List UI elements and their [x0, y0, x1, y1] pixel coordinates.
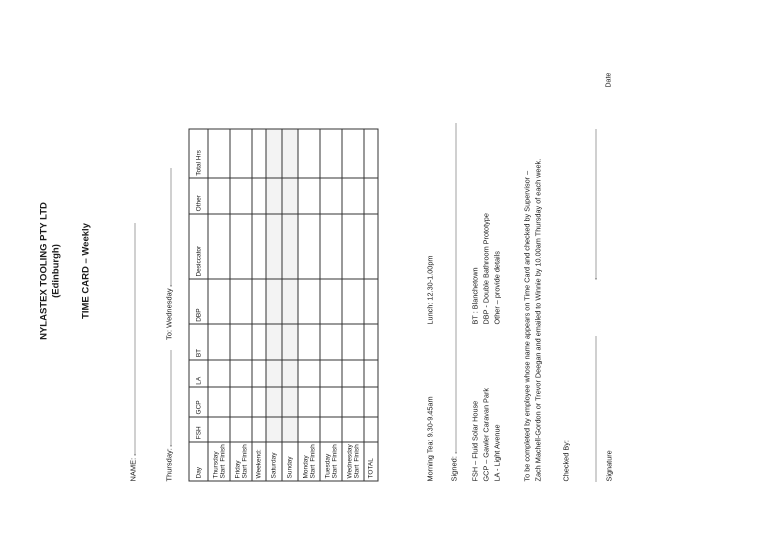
- lunch: Lunch: 12.30-1.00pm: [425, 255, 435, 325]
- row-monday: [298, 129, 320, 481]
- total-cell[interactable]: [282, 129, 298, 178]
- hours-cell[interactable]: [208, 279, 230, 324]
- total-cell[interactable]: [230, 129, 252, 178]
- col-gcp: GCP: [189, 387, 208, 417]
- hours-cell[interactable]: [208, 360, 230, 388]
- to-blank[interactable]: [171, 168, 172, 286]
- day-cell: Monday Start Finish: [298, 442, 320, 481]
- name-blank[interactable]: [135, 224, 136, 456]
- hours-cell[interactable]: [342, 324, 364, 359]
- total-cell[interactable]: [298, 129, 320, 178]
- hours-cell[interactable]: [320, 387, 342, 417]
- hours-cell[interactable]: [298, 360, 320, 388]
- hours-cell[interactable]: [364, 214, 378, 279]
- row-thursday: [208, 129, 230, 481]
- hours-cell[interactable]: [298, 324, 320, 359]
- hours-cell[interactable]: [230, 324, 252, 359]
- hours-cell[interactable]: [266, 417, 282, 442]
- company-name: NYLASTEX TOOLING PTY LTD: [38, 202, 50, 340]
- name-label: NAME:: [128, 457, 138, 482]
- day-cell: TOTAL: [364, 442, 378, 481]
- hours-cell[interactable]: [298, 417, 320, 442]
- from-label: Thursday:: [164, 448, 174, 482]
- hours-cell[interactable]: [364, 178, 378, 214]
- hours-cell[interactable]: [282, 387, 298, 417]
- hours-cell[interactable]: [342, 360, 364, 388]
- hours-cell[interactable]: [230, 417, 252, 442]
- card-title: TIME CARD – Weekly: [80, 223, 92, 319]
- total-cell[interactable]: [364, 129, 378, 178]
- day-cell: Weekend:: [252, 442, 266, 481]
- hours-cell[interactable]: [230, 360, 252, 388]
- day-cell: Friday Start Finish: [230, 442, 252, 481]
- signed-label: Signed:: [449, 456, 459, 482]
- hours-cell[interactable]: [266, 178, 282, 214]
- hours-cell[interactable]: [320, 214, 342, 279]
- hours-cell[interactable]: [342, 279, 364, 324]
- hours-cell[interactable]: [320, 178, 342, 214]
- hours-cell[interactable]: [282, 214, 298, 279]
- signature-label: Signature: [604, 450, 614, 482]
- name-field[interactable]: [129, 224, 138, 482]
- hours-cell[interactable]: [266, 279, 282, 324]
- col-other: Other: [189, 178, 208, 214]
- hours-cell[interactable]: [364, 387, 378, 417]
- hours-cell[interactable]: [230, 279, 252, 324]
- total-cell[interactable]: [208, 129, 230, 178]
- timesheet-table: [189, 129, 379, 482]
- col-desiccator: Desiccator: [189, 214, 208, 279]
- row-weekend: [252, 129, 266, 481]
- row-sunday: [282, 129, 298, 481]
- hours-cell[interactable]: [252, 214, 266, 279]
- hours-cell[interactable]: [208, 387, 230, 417]
- hours-cell[interactable]: [298, 279, 320, 324]
- signed-blank[interactable]: [456, 124, 457, 454]
- hours-cell[interactable]: [282, 417, 298, 442]
- hours-cell[interactable]: [320, 417, 342, 442]
- day-cell: Tuesday Start Finish: [320, 442, 342, 481]
- table-header-row: [189, 129, 208, 481]
- hours-cell[interactable]: [230, 178, 252, 214]
- total-cell[interactable]: [252, 129, 266, 178]
- signature-blank[interactable]: [596, 337, 597, 482]
- hours-cell[interactable]: [320, 360, 342, 388]
- signed-field[interactable]: [450, 124, 459, 482]
- hours-cell[interactable]: [230, 214, 252, 279]
- hours-cell[interactable]: [282, 324, 298, 359]
- col-bt: BT: [189, 324, 208, 359]
- row-wednesday: [342, 129, 364, 481]
- instructions: To be completed by employee whose name appears on Time Card and checked by Supervisor – Zach Machell-Gordon or Trevor Deegan and emailed to Winnie by 10.00am Thursday of each week.: [522, 158, 543, 482]
- hours-cell[interactable]: [252, 324, 266, 359]
- hours-cell[interactable]: [252, 178, 266, 214]
- hours-cell[interactable]: [364, 417, 378, 442]
- day-cell: Saturday: [266, 442, 282, 481]
- col-dbp: DBP: [189, 279, 208, 324]
- row-saturday: [266, 129, 282, 481]
- to-label: To: Wednesday: [164, 288, 174, 340]
- morning-tea: Morning Tea: 9.30-9.45am: [425, 396, 435, 482]
- total-cell[interactable]: [320, 129, 342, 178]
- hours-cell[interactable]: [266, 324, 282, 359]
- col-fsh: FSH: [189, 417, 208, 442]
- hours-cell[interactable]: [342, 178, 364, 214]
- date-label: Date: [605, 72, 613, 88]
- company-heading: [39, 0, 63, 543]
- hours-cell[interactable]: [230, 387, 252, 417]
- hours-cell[interactable]: [208, 214, 230, 279]
- legend-left: FSH – Fluid Solar House GCP – Gawler Caravan Park LA - Light Avenue: [470, 387, 502, 482]
- hours-cell[interactable]: [364, 279, 378, 324]
- date-blank[interactable]: [596, 129, 597, 279]
- hours-cell[interactable]: [252, 387, 266, 417]
- legend-right: BT : Blanchetown DBP - Double Bathroom Prototype Other – provide details: [470, 213, 502, 325]
- hours-cell[interactable]: [282, 279, 298, 324]
- hours-cell[interactable]: [342, 214, 364, 279]
- time-card-page: [1, 0, 768, 543]
- hours-cell[interactable]: [298, 387, 320, 417]
- day-cell: Wednesday Start Finish: [342, 442, 364, 481]
- hours-cell[interactable]: [266, 387, 282, 417]
- hours-cell[interactable]: [364, 360, 378, 388]
- hours-cell[interactable]: [208, 417, 230, 442]
- signature-line[interactable]: [590, 129, 599, 481]
- hours-cell[interactable]: [252, 360, 266, 388]
- checked-by-label: Checked By:: [561, 440, 571, 482]
- hours-cell[interactable]: [364, 324, 378, 359]
- day-cell: Sunday: [282, 442, 298, 481]
- col-total-hrs: Total Hrs: [189, 129, 208, 178]
- hours-cell[interactable]: [298, 214, 320, 279]
- col-day: Day: [189, 442, 208, 481]
- hours-cell[interactable]: [282, 178, 298, 214]
- company-branch: (Edinburgh): [50, 244, 62, 298]
- day-cell: Thursday Start Finish: [208, 442, 230, 481]
- hours-cell[interactable]: [282, 360, 298, 388]
- from-blank[interactable]: [171, 350, 172, 446]
- hours-cell[interactable]: [266, 214, 282, 279]
- total-cell[interactable]: [266, 129, 282, 178]
- row-total: [364, 129, 378, 481]
- hours-cell[interactable]: [320, 324, 342, 359]
- hours-cell[interactable]: [266, 360, 282, 388]
- hours-cell[interactable]: [342, 387, 364, 417]
- hours-cell[interactable]: [208, 178, 230, 214]
- hours-cell[interactable]: [208, 324, 230, 359]
- col-la: LA: [189, 360, 208, 388]
- hours-cell[interactable]: [252, 417, 266, 442]
- hours-cell[interactable]: [320, 279, 342, 324]
- row-tuesday: [320, 129, 342, 481]
- hours-cell[interactable]: [298, 178, 320, 214]
- row-friday: [230, 129, 252, 481]
- hours-cell[interactable]: [342, 417, 364, 442]
- hours-cell[interactable]: [252, 279, 266, 324]
- period-fields: [165, 168, 174, 481]
- total-cell[interactable]: [342, 129, 364, 178]
